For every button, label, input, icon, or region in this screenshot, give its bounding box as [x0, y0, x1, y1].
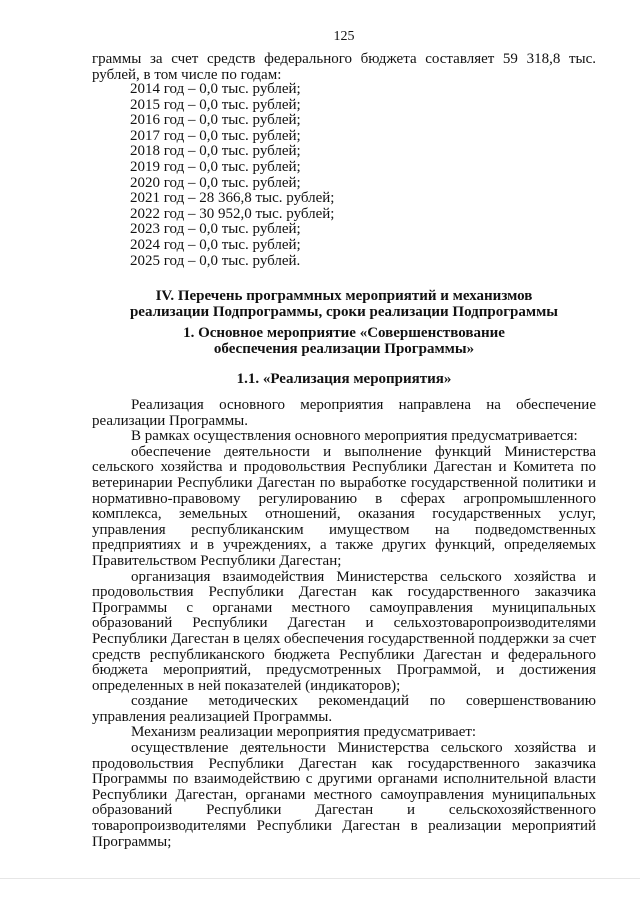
section-heading-line-1: IV. Перечень программных мероприятий и механизмов	[155, 288, 533, 304]
list-item: 2017 год – 0,0 тыс. рублей;	[130, 127, 301, 144]
page-number: 125	[333, 29, 355, 44]
paragraph: В рамках осуществления основного мероприятия предусматривается:	[131, 428, 578, 445]
subsection-heading-text: 1.1. «Реализация мероприятия»	[236, 371, 452, 387]
paragraph: осуществление деятельности Министерства сельского хозяйства и продовольствия Республики Дагестан как государственного заказчика Программы по взаимодействию с другими органами исполнительной власти Республики Дагестан, органами местного самоуправления муниципальных образований Республики Дагестан и сельскохозяйственного товаропроизводителями Республики Дагестан в реализации мероприятий Программы;	[92, 740, 596, 850]
list-item: 2023 год – 0,0 тыс. рублей;	[130, 221, 301, 238]
list-item: 2014 год – 0,0 тыс. рублей;	[130, 81, 301, 97]
paragraph: создание методических рекомендаций по совершенствованию управления реализацией Программы.	[92, 693, 596, 725]
paragraph: организация взаимодействия Министерства сельского хозяйства и продовольствия Республики Дагестан как государственного заказчика Программы с органами местного самоуправления муниципальных образований Республики Дагестан и сельхозтоваропроизводителями Республики Дагестан в целях обеспечения государственной поддержки за счет средств республиканского бюджета Республики Дагестан и федерального бюджета мероприятий, предусмотренных Программой, и достижения определенных в ней показателей (индикаторов);	[92, 568, 596, 694]
subsection-heading	[92, 372, 596, 388]
event-heading-line-2: обеспечения реализации Программы»	[213, 340, 475, 357]
list-item: 2018 год – 0,0 тыс. рублей;	[130, 143, 301, 160]
list-item: 2022 год – 30 952,0 тыс. рублей;	[130, 205, 335, 222]
paragraph: Механизм реализации мероприятия предусматривает:	[131, 724, 477, 741]
body-text	[92, 398, 596, 850]
list-item: 2021 год – 28 366,8 тыс. рублей;	[130, 190, 335, 207]
funding-by-year-list	[130, 82, 530, 269]
section-heading	[92, 289, 596, 320]
list-item: 2020 год – 0,0 тыс. рублей;	[130, 174, 301, 191]
list-item: 2025 год – 0,0 тыс. рублей.	[130, 252, 301, 269]
section-heading-line-2: реализации Подпрограммы, сроки реализации Подпрограммы	[129, 303, 559, 320]
page-bottom-edge	[0, 878, 640, 879]
list-item: 2016 год – 0,0 тыс. рублей;	[130, 112, 301, 129]
list-item: 2015 год – 0,0 тыс. рублей;	[130, 96, 301, 113]
paragraph: обеспечение деятельности и выполнение функций Министерства сельского хозяйства и продовольствия Республики Дагестан и Комитета по ветеринарии Республики Дагестан по выработке государственной политики и нормативно-правовому регулированию в сферах агропромышленного комплекса, земельных отношений, оказания государственных услуг, управления республиканским имуществом на подведомственных предприятиях и в учреждениях, а также других функций, определяемых Правительством Республики Дагестан;	[92, 443, 596, 569]
event-heading	[92, 326, 596, 357]
event-heading-line-1: 1. Основное мероприятие «Совершенствование	[183, 325, 505, 341]
paragraph: Реализация основного мероприятия направлена на обеспечение реализации Программы.	[92, 397, 596, 429]
intro-paragraph: граммы за счет средств федерального бюджета составляет 59 318,8 тыс. рублей, в том числе по годам:	[92, 51, 596, 83]
list-item: 2024 год – 0,0 тыс. рублей;	[130, 236, 301, 253]
list-item: 2019 год – 0,0 тыс. рублей;	[130, 158, 301, 175]
